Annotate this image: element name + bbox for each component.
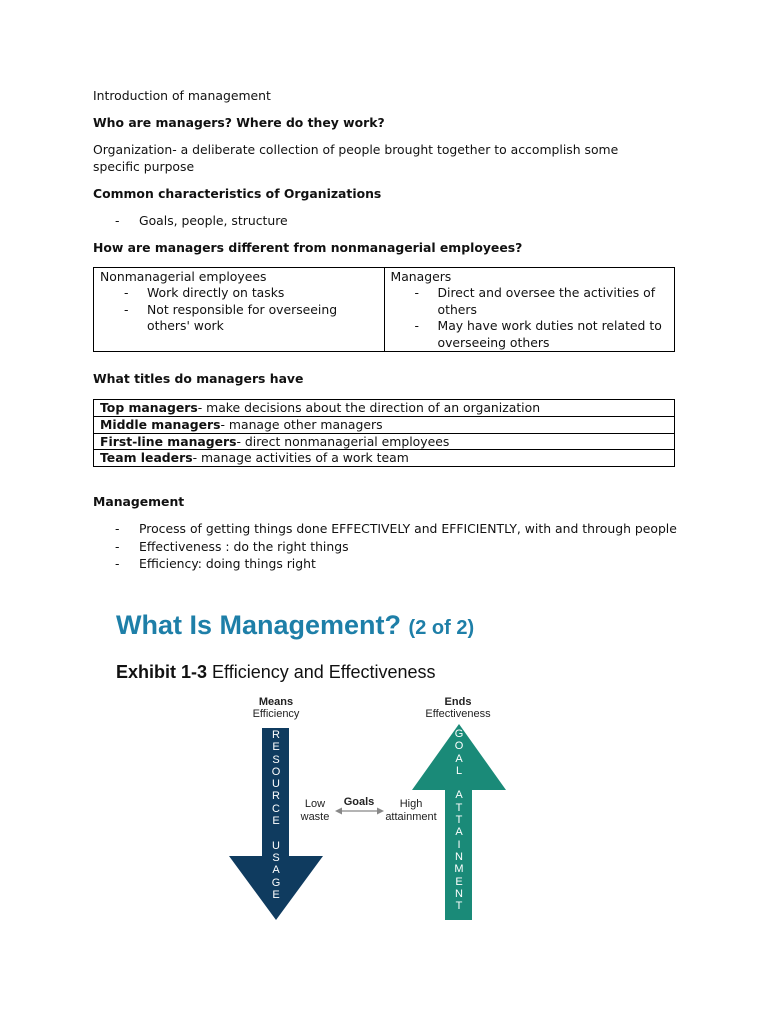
list-item: - Direct and oversee the activities of others bbox=[414, 285, 656, 317]
manager-titles-table bbox=[93, 399, 675, 467]
document-body bbox=[93, 87, 678, 573]
high-label: High bbox=[399, 798, 423, 810]
common-characteristics-list bbox=[93, 212, 678, 230]
titles-heading: What titles do managers have bbox=[93, 371, 304, 386]
low-label: Low bbox=[304, 798, 326, 810]
doc-heading: Introduction of management bbox=[93, 88, 271, 103]
nonmanagerial-header: Nonmanagerial employees bbox=[100, 268, 267, 284]
means-label: Means bbox=[258, 696, 294, 708]
waste-label: waste bbox=[300, 811, 330, 823]
exhibit-title: What Is Management? (2 of 2) bbox=[116, 610, 475, 640]
list-item: - Effectiveness : do the right things bbox=[115, 538, 349, 554]
goals-label: Goals bbox=[343, 796, 375, 808]
list-item: - Efficiency: doing things right bbox=[115, 556, 316, 572]
common-characteristics-heading: Common characteristics of Organizations bbox=[93, 186, 382, 201]
difference-heading: How are managers different from nonmanagerial employees? bbox=[93, 239, 523, 255]
nonmanagerial-cell bbox=[94, 267, 385, 352]
list-item: - May have work duties not related to overseeing others bbox=[414, 318, 662, 350]
ends-label: Ends bbox=[444, 696, 472, 708]
comparison-table bbox=[93, 267, 675, 353]
table-row: First-line managers- direct nonmanagerial employees bbox=[94, 433, 675, 450]
list-item: - Process of getting things done EFFECTIVELY and EFFICIENTLY, with and through people bbox=[115, 521, 677, 537]
table-row: Team leaders- manage activities of a work team bbox=[94, 450, 675, 467]
management-list bbox=[93, 520, 678, 573]
table-row: Middle managers- manage other managers bbox=[94, 416, 675, 433]
list-item: - Work directly on tasks bbox=[124, 285, 285, 300]
resource-usage-text: R E S O U R C E U S A G E bbox=[271, 729, 281, 901]
attainment-label: attainment bbox=[385, 811, 437, 823]
organization-definition: Organization- a deliberate collection of people brought together to accomplish some specific purpose bbox=[93, 142, 619, 174]
list-item: - Not responsible for overseeing others' work bbox=[124, 301, 338, 333]
management-heading: Management bbox=[93, 494, 185, 510]
managers-header: Managers bbox=[390, 268, 452, 284]
table-row: Top managers- make decisions about the direction of an organization bbox=[94, 400, 675, 417]
question-heading: Who are managers? Where do they work? bbox=[93, 115, 385, 130]
efficiency-label: Efficiency bbox=[252, 708, 300, 720]
goal-attainment-text: G O A L A T T A I N M E N T bbox=[454, 728, 464, 913]
list-item: - Goals, people, structure bbox=[115, 213, 288, 228]
managers-cell bbox=[384, 267, 675, 352]
exhibit-caption: Exhibit 1-3 Efficiency and Effectiveness bbox=[116, 662, 436, 682]
effectiveness-label: Effectiveness bbox=[425, 708, 491, 720]
exhibit-image bbox=[95, 598, 515, 938]
